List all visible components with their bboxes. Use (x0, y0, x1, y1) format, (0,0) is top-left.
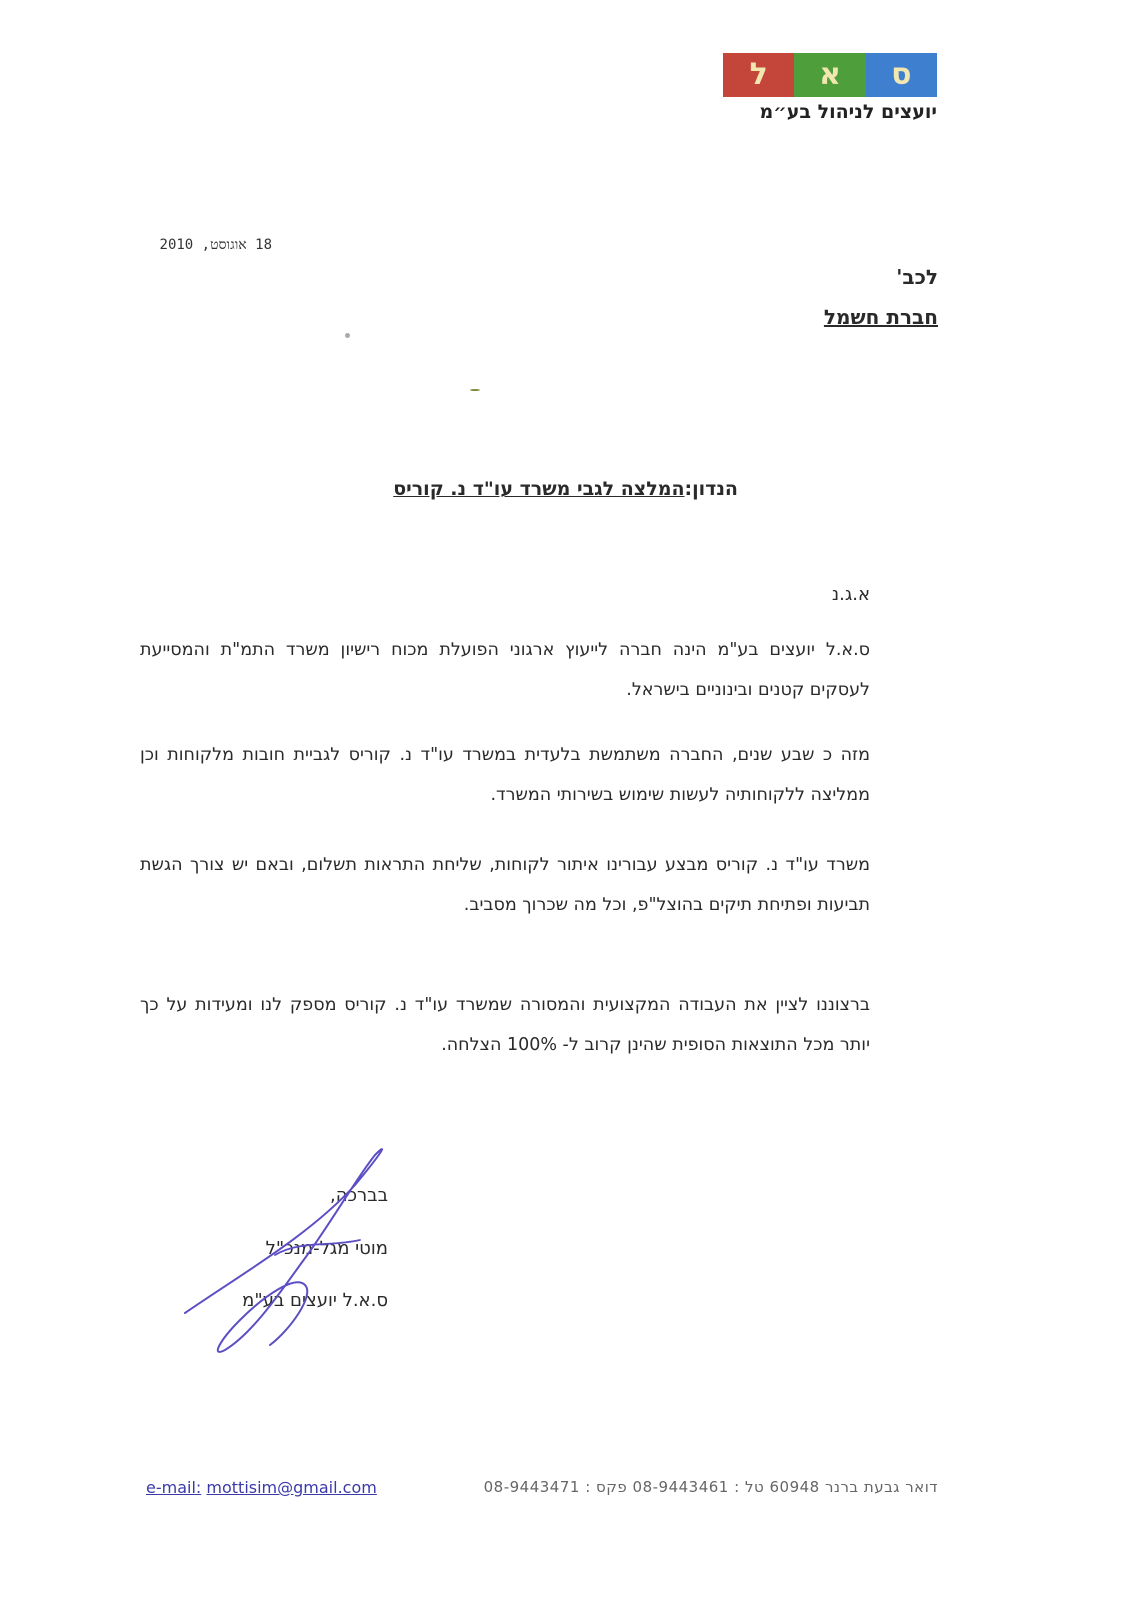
signoff-name: מוטי מגל-מנכ"ל (265, 1238, 388, 1259)
signoff-company: ס.א.ל יועצים בע"מ (242, 1290, 388, 1311)
scan-speck (345, 333, 350, 338)
footer-email-label: e-mail: (146, 1478, 202, 1497)
scan-speck (470, 389, 480, 391)
footer-address: דואר גבעת ברנר 60948 טל : 08-9443461 פקס : 08-9443471 (483, 1478, 938, 1496)
handwritten-signature (180, 1145, 410, 1365)
subject-text: המלצה לגבי משרד עו"ד נ. קוריס (393, 478, 685, 500)
recipient-company: חברת חשמל (823, 305, 938, 329)
logo-blocks (723, 53, 937, 97)
subject-prefix: הנדון: (684, 478, 738, 500)
body-paragraph-3: משרד עו"ד נ. קוריס מבצע עבורינו איתור לקוחות, שליחת התראות תשלום, ובאם יש צורך הגשת תביעות ופתיחת תיקים בהוצל"פ, וכל מה שכרוך מסביב. (140, 855, 870, 915)
letter-date: 18 אוגוסט, 2010 (159, 237, 272, 253)
company-logo (723, 53, 937, 123)
subject-line (393, 478, 738, 500)
footer-email[interactable] (146, 1478, 377, 1497)
body-paragraph-1: ס.א.ל יועצים בע"מ הינה חברה לייעוץ ארגוני הפועלת מכוח רישיון משרד התמ"ת והמסייעת לעסקים קטנים ובינוניים בישראל. (140, 640, 870, 700)
body-paragraph-4: ברצוננו לציין את העבודה המקצועית והמסורה שמשרד עו"ד נ. קוריס מספק לנו ומעידות על כך יותר מכל התוצאות הסופית שהינן קרוב ל- 100% הצלחה. (140, 995, 870, 1055)
logo-block-lamed: ל (723, 53, 794, 97)
logo-tagline: יועצים לניהול בע״מ (759, 101, 937, 123)
signoff-blessing: בברכה, (330, 1185, 388, 1206)
logo-block-alef: א (794, 53, 865, 97)
body-paragraph-2: מזה כ שבע שנים, החברה משתמשת בלעדית במשרד עו"ד נ. קוריס לגביית חובות מלקוחות וכן ממליצה ללקוחותיה לעשות שימוש בשירותי המשרד. (140, 745, 870, 805)
greeting: א.ג.נ (831, 584, 870, 605)
recipient-label: לכב' (896, 265, 938, 289)
footer-email-link[interactable]: mottisim@gmail.com (206, 1478, 377, 1497)
logo-block-samekh: ס (866, 53, 937, 97)
